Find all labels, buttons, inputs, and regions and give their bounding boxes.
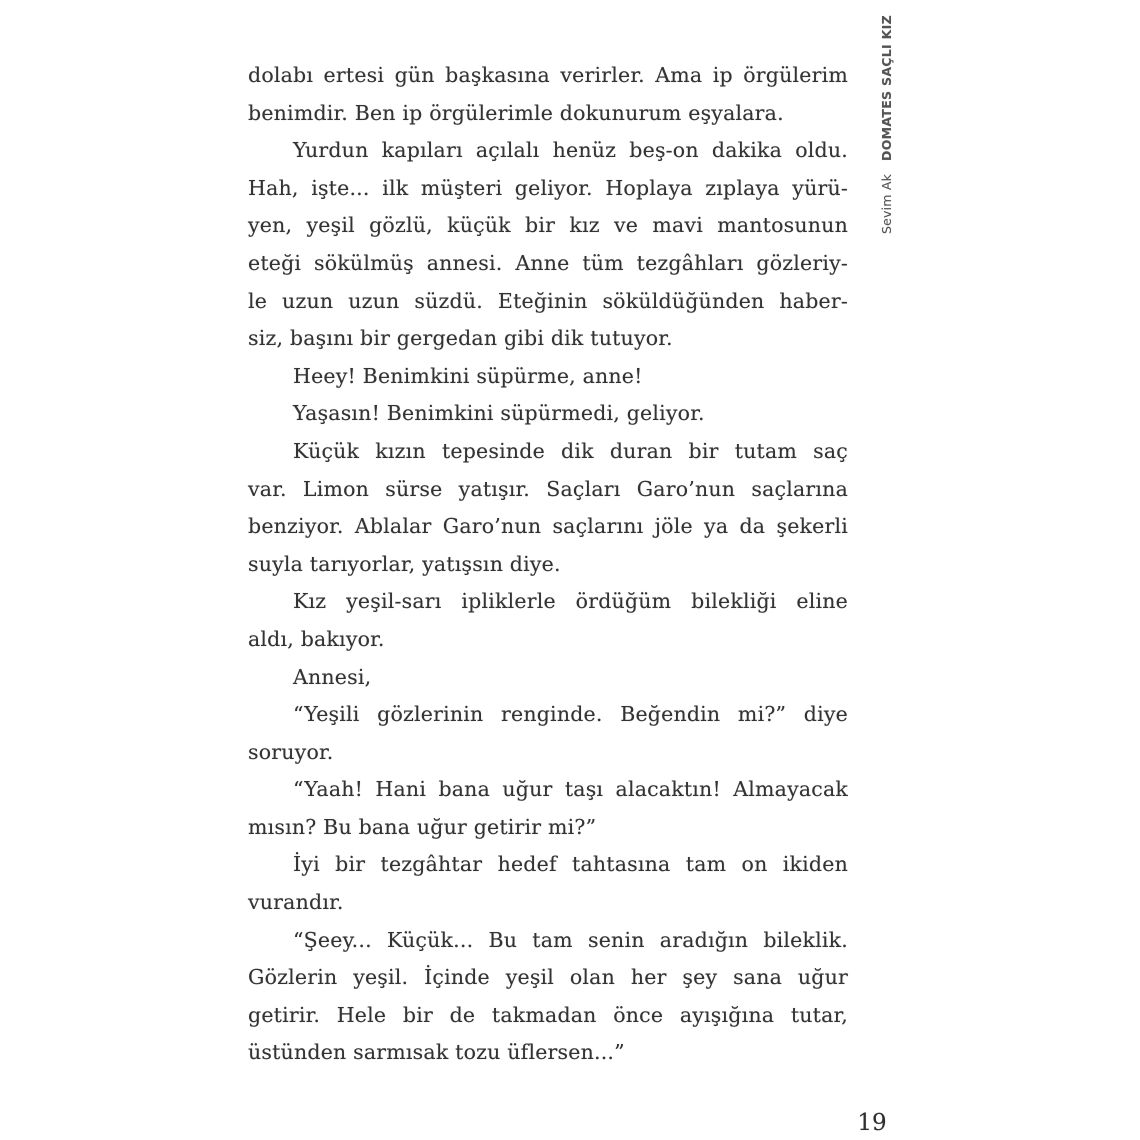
running-header-title: DOMATES SAÇLI KIZ	[879, 15, 894, 161]
text-line: benimdir. Ben ip örgülerimle dokunurum eşyalara.	[248, 100, 784, 125]
text-line: İyi bir tezgâhtar hedef tahtasına tam on ikiden	[293, 852, 848, 877]
text-line: mısın? Bu bana uğur getirir mi?”	[248, 814, 597, 839]
running-header	[872, 6, 894, 234]
text-line: siz, başını bir gergedan gibi dik tutuyor.	[248, 326, 673, 351]
text-line: Yaşasın! Benimkini süpürmedi, geliyor.	[293, 401, 705, 426]
text-line: vurandır.	[248, 890, 344, 915]
text-line: Annesi,	[293, 664, 372, 689]
text-line: eteği sökülmüş annesi. Anne tüm tezgâhları gözleriy-	[248, 250, 848, 275]
text-line: aldı, bakıyor.	[248, 626, 385, 651]
text-line: Heey! Benimkini süpürme, anne!	[293, 363, 643, 388]
text-line: üstünden sarmısak tozu üflersen...”	[248, 1040, 625, 1065]
text-line: “Yeşili gözlerinin renginde. Beğendin mi?” diye	[293, 702, 848, 727]
text-line: Gözlerin yeşil. İçinde yeşil olan her şey sana uğur	[248, 965, 848, 990]
text-line: “Yaah! Hani bana uğur taşı alacaktın! Almayacak	[293, 777, 848, 802]
text-line: Kız yeşil-sarı ipliklerle ördüğüm bilekliği eline	[293, 589, 848, 614]
text-line: le uzun uzun süzdü. Eteğinin söküldüğünden haber-	[248, 288, 848, 313]
text-line: “Şeey... Küçük... Bu tam senin aradığın bileklik.	[293, 927, 848, 952]
body-text	[248, 57, 848, 1072]
text-line: var. Limon sürse yatışır. Saçları Garo’nun saçlarına	[248, 476, 848, 501]
text-line: dolabı ertesi gün başkasına verirler. Ama ip örgülerim	[248, 63, 848, 87]
text-line: Küçük kızın tepesinde dik duran bir tutam saç	[293, 438, 848, 463]
text-line: suyla tarıyorlar, yatışsın diye.	[248, 551, 561, 576]
text-line: Yurdun kapıları açılalı henüz beş-on dakika oldu.	[293, 138, 848, 163]
text-line: soruyor.	[248, 739, 334, 764]
text-line: yen, yeşil gözlü, küçük bir kız ve mavi mantosunun	[248, 213, 848, 238]
page-number: 19	[857, 1110, 887, 1136]
text-line: benziyor. Ablalar Garo’nun saçlarını jöle ya da şekerli	[248, 514, 848, 539]
text-line: Hah, işte... ilk müşteri geliyor. Hoplaya zıplaya yürü-	[248, 175, 848, 200]
running-header-author: Sevim Ak	[879, 173, 894, 234]
text-line: getirir. Hele bir de takmadan önce ayışığına tutar,	[248, 1002, 848, 1027]
running-header-text	[879, 15, 894, 234]
